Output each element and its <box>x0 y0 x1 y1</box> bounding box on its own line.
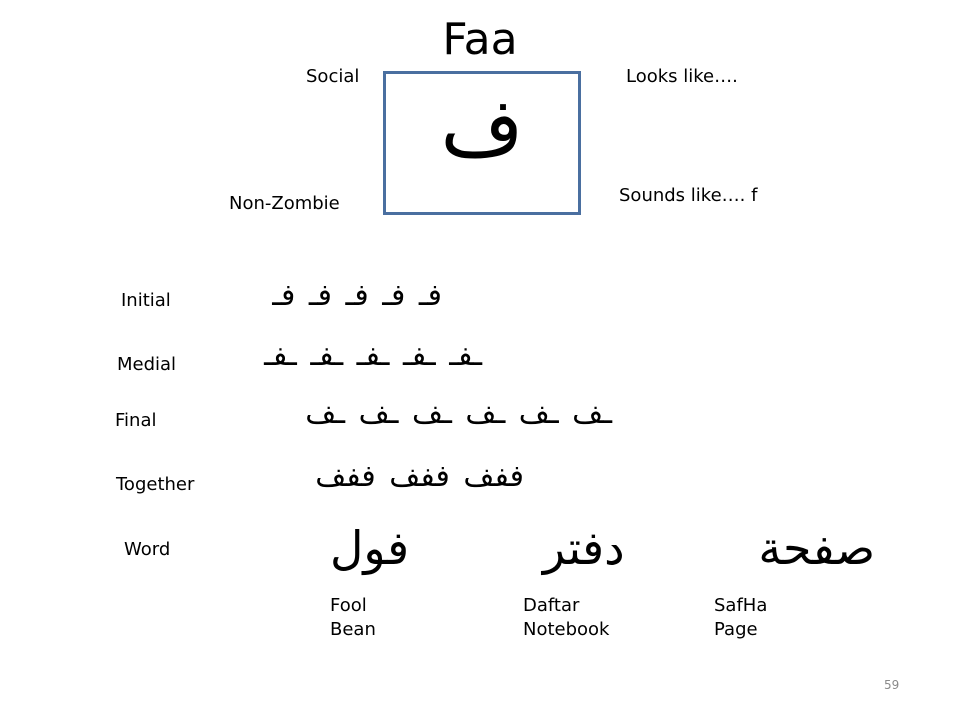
initial-label: Initial <box>121 290 171 311</box>
example-word-fool: فول <box>330 521 410 575</box>
together-label: Together <box>116 474 195 495</box>
page-number: 59 <box>884 678 900 692</box>
example-word-safha: صفحة <box>758 521 875 575</box>
meaning: Page <box>714 619 758 640</box>
final-label: Final <box>115 410 157 431</box>
meaning: Bean <box>330 619 376 640</box>
sounds-like-label: Sounds like…. f <box>619 185 758 206</box>
featured-letter: ف <box>440 81 524 174</box>
gloss-safha <box>714 594 767 642</box>
transliteration: Daftar <box>523 595 580 616</box>
meaning: Notebook <box>523 619 610 640</box>
transliteration: Fool <box>330 595 367 616</box>
social-label: Social <box>306 66 360 87</box>
slide-title: Faa <box>442 14 518 65</box>
transliteration: SafHa <box>714 595 768 616</box>
initial-forms: فـ فـ فـ فـ فـ <box>272 278 442 313</box>
word-label: Word <box>124 539 171 560</box>
example-words <box>330 518 875 578</box>
looks-like-label: Looks like…. <box>626 66 738 87</box>
final-forms: ـف ـف ـف ـف ـف ـف <box>305 396 612 431</box>
together-forms: ففف ففف ففف <box>315 459 524 494</box>
medial-label: Medial <box>117 354 177 375</box>
gloss-fool <box>330 594 376 642</box>
medial-forms: ـفـ ـفـ ـفـ ـفـ ـفـ <box>264 338 482 373</box>
letter-box <box>383 71 581 215</box>
example-word-daftar: دفتر <box>542 521 625 575</box>
non-zombie-label: Non-Zombie <box>229 193 340 214</box>
gloss-daftar <box>523 594 609 642</box>
